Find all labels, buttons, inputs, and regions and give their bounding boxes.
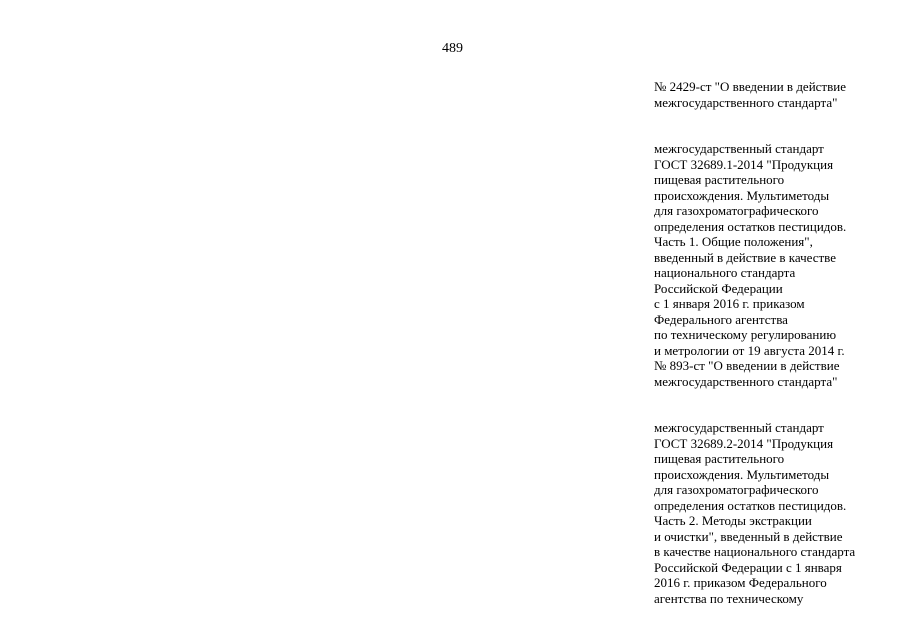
text-line: определения остатков пестицидов.: [654, 218, 847, 234]
text-line: и метрологии от 19 августа 2014 г.: [654, 342, 845, 358]
text-line: межгосударственный стандарт: [654, 420, 824, 435]
paragraph-gost-32689-2: [654, 420, 899, 606]
text-line: межгосударственного стандарта": [654, 94, 838, 110]
text-line: национального стандарта: [654, 265, 796, 280]
paragraph-gost-32689-1: [654, 141, 899, 389]
text-line: для газохроматографического: [654, 482, 819, 497]
text-line: с 1 января 2016 г. приказом: [654, 296, 805, 311]
text-line: для газохроматографического: [654, 203, 819, 218]
text-line: Российской Федерации с 1 января: [654, 559, 842, 575]
text-line: происхождения. Мультиметоды: [654, 466, 830, 482]
text-line: Федерального агентства: [654, 311, 788, 327]
text-line: межгосударственного стандарта": [654, 373, 838, 389]
text-line: Часть 1. Общие положения",: [654, 234, 813, 249]
text-line: пищевая растительного: [654, 451, 785, 466]
text-line: агентства по техническому: [654, 590, 804, 606]
text-line: межгосударственный стандарт: [654, 141, 824, 156]
text-line: введенный в действие в качестве: [654, 249, 837, 265]
text-line: определения остатков пестицидов.: [654, 497, 847, 513]
text-line: № 893-ст "О введении в действие: [654, 358, 840, 373]
text-line: ГОСТ 32689.1-2014 "Продукция: [654, 156, 834, 172]
text-line: № 2429-ст "О введении в действие: [654, 79, 846, 94]
text-line: и очистки", введенный в действие: [654, 528, 843, 544]
text-line: Часть 2. Методы экстракции: [654, 513, 812, 528]
page-number: 489: [442, 41, 463, 56]
text-line: Российской Федерации: [654, 280, 783, 296]
text-line: происхождения. Мультиметоды: [654, 187, 830, 203]
text-line: ГОСТ 32689.2-2014 "Продукция: [654, 435, 834, 451]
text-line: в качестве национального стандарта: [654, 544, 856, 559]
text-line: по техническому регулированию: [654, 327, 837, 342]
text-line: 2016 г. приказом Федерального: [654, 575, 827, 590]
text-column: [654, 79, 899, 637]
paragraph-standard-order: [654, 79, 899, 110]
text-line: пищевая растительного: [654, 172, 785, 187]
